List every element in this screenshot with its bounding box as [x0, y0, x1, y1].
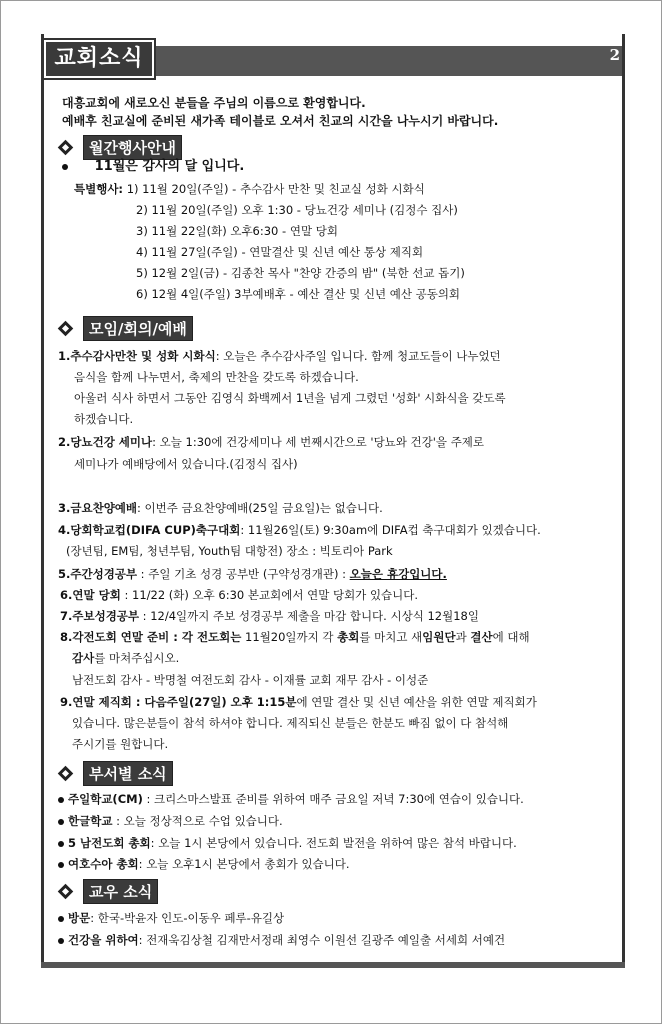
monthly-event: 4) 11월 27일(주일) - 연말결산 및 신년 예산 통상 제직회 — [136, 245, 424, 259]
meeting-item-1-cont: 하겠습니다. — [74, 412, 134, 426]
frame-bottom-rule — [41, 962, 625, 968]
member-item: 건강을 위하여: 전재욱김상철 김재만서정래 최영수 이원선 길광주 예일출 서세희 서예건 — [58, 932, 505, 948]
section-title: 모임/회의/예배 — [83, 316, 193, 341]
member-item: 방문: 한국-박윤자 인도-이동우 페루-유길상 — [58, 910, 284, 926]
monthly-event: 5) 12월 2일(금) - 김종찬 목사 "찬양 간증의 밤" (북한 선교 돕기) — [136, 266, 465, 280]
department-item: 한글학교 : 오늘 정상적으로 수업 있습니다. — [58, 813, 283, 829]
meeting-item-4-cont: (장년팀, EM팀, 청년부팀, Youth팀 대항전) 장소 : 빅토리아 Park — [66, 544, 393, 558]
meeting-item-9-cont: 주시기를 원합니다. — [72, 737, 169, 751]
page-number: 2 — [609, 46, 620, 64]
department-item: 여호수아 총회: 오늘 오후1시 본당에서 총회가 있습니다. — [58, 856, 350, 872]
meeting-item-7: 7.주보성경공부 : 12/4일까지 주보 성경공부 제출을 마감 합니다. 시상식 12월18일 — [60, 609, 479, 623]
meeting-item-3: 3.금요찬양예배: 이번주 금요찬양예배(25일 금요일)는 없습니다. — [58, 501, 383, 515]
meeting-item-8-cont: 감사를 마쳐주십시오. — [72, 651, 180, 665]
section-title: 월간행사안내 — [83, 135, 182, 160]
section-departments-heading — [58, 762, 173, 784]
section-title: 교우 소식 — [83, 879, 158, 904]
bullet-icon — [58, 862, 64, 868]
bullet-icon — [58, 797, 64, 803]
meeting-item-6: 6.연말 당회 : 11/22 (화) 오후 6:30 본교회에서 연말 당회가 있습니다. — [60, 588, 419, 602]
welcome-line-2: 예배후 친교실에 준비된 새가족 테이블로 오셔서 친교의 시간을 나누시기 바랍니다. — [62, 114, 499, 128]
monthly-event: 3) 11월 22일(화) 오후6:30 - 연말 당회 — [136, 224, 338, 238]
meeting-item-2: 2.당뇨건강 세미나: 오늘 1:30에 건강세미나 세 번째시간으로 '당뇨와 건강'을 주제로 — [58, 435, 485, 449]
bullet-icon — [58, 916, 64, 922]
section-monthly-heading — [58, 136, 182, 158]
meeting-item-8-auditors: 남전도회 감사 - 박명철 여전도회 감사 - 이재률 교회 재무 감사 - 이성준 — [72, 673, 429, 687]
section-title: 부서별 소식 — [83, 761, 173, 786]
monthly-highlight: 11월은 감사의 달 입니다. — [62, 159, 244, 175]
meeting-item-9: 9.연말 제직회 : 다음주일(27일) 오후 1:15분에 연말 결산 및 신년 예산을 위한 연말 제직회가 — [60, 695, 537, 709]
monthly-events-line: 특별행사: 1) 11월 20일(주일) - 추수감사 만찬 및 친교실 성화 시화식 — [74, 182, 425, 196]
bullet-icon — [58, 819, 64, 825]
meeting-item-2-cont: 세미나가 예배당에서 있습니다.(김정식 집사) — [74, 457, 298, 471]
monthly-event: 2) 11월 20일(주일) 오후 1:30 - 당뇨건강 세미나 (김정수 집사) — [136, 203, 458, 217]
diamond-icon — [58, 320, 74, 336]
diamond-icon — [58, 883, 74, 899]
bullet-icon — [58, 938, 64, 944]
department-item: 5 남전도회 총회: 오늘 1시 본당에서 있습니다. 전도회 발전을 위하여 많은 참석 바랍니다. — [58, 835, 517, 851]
section-members-heading — [58, 880, 158, 902]
meeting-item-4: 4.당회학교컵(DIFA CUP)축구대회: 11월26일(토) 9:30am에 DIFA컵 축구대회가 있겠습니다. — [58, 523, 541, 537]
department-item: 주일학교(CM) : 크리스마스발표 준비를 위하여 매주 금요일 저녁 7:30에 연습이 있습니다. — [58, 791, 524, 807]
diamond-icon — [58, 765, 74, 781]
section-meetings-heading — [58, 317, 193, 339]
meeting-item-1-cont: 음식을 함께 나누면서, 축제의 만찬을 갖도록 하겠습니다. — [74, 370, 359, 384]
meeting-item-8: 8.각전도회 연말 준비 : 각 전도회는 11월20일까지 각 총회를 마치고 새임원단과 결산에 대해 — [60, 630, 530, 644]
meeting-item-5: 5.주간성경공부 : 주일 기초 성경 공부반 (구약성경개관) : 오늘은 휴강입니다. — [58, 567, 447, 581]
bullet-icon — [62, 164, 68, 170]
meeting-item-9-cont: 있습니다. 많은분들이 참석 하셔야 합니다. 제직되신 분들은 한분도 빠짐 없이 다 참석해 — [72, 716, 509, 730]
monthly-event: 6) 12월 4일(주일) 3부예배후 - 예산 결산 및 신년 예산 공동의회 — [136, 287, 461, 301]
meeting-item-1-cont: 아울러 식사 하면서 그동안 김영식 화백께서 1년을 넘게 그렸던 '성화' 시화식을 갖도록 — [74, 391, 506, 405]
meeting-item-1: 1.추수감사만찬 및 성화 시화식: 오늘은 추수감사주일 입니다. 함께 청교도들이 나누었던 — [58, 349, 501, 363]
page-title: 교회소식 — [44, 40, 154, 78]
welcome-line-1: 대흥교회에 새로오신 분들을 주님의 이름으로 환영합니다. — [62, 96, 366, 110]
bullet-icon — [58, 841, 64, 847]
diamond-icon — [58, 139, 74, 155]
